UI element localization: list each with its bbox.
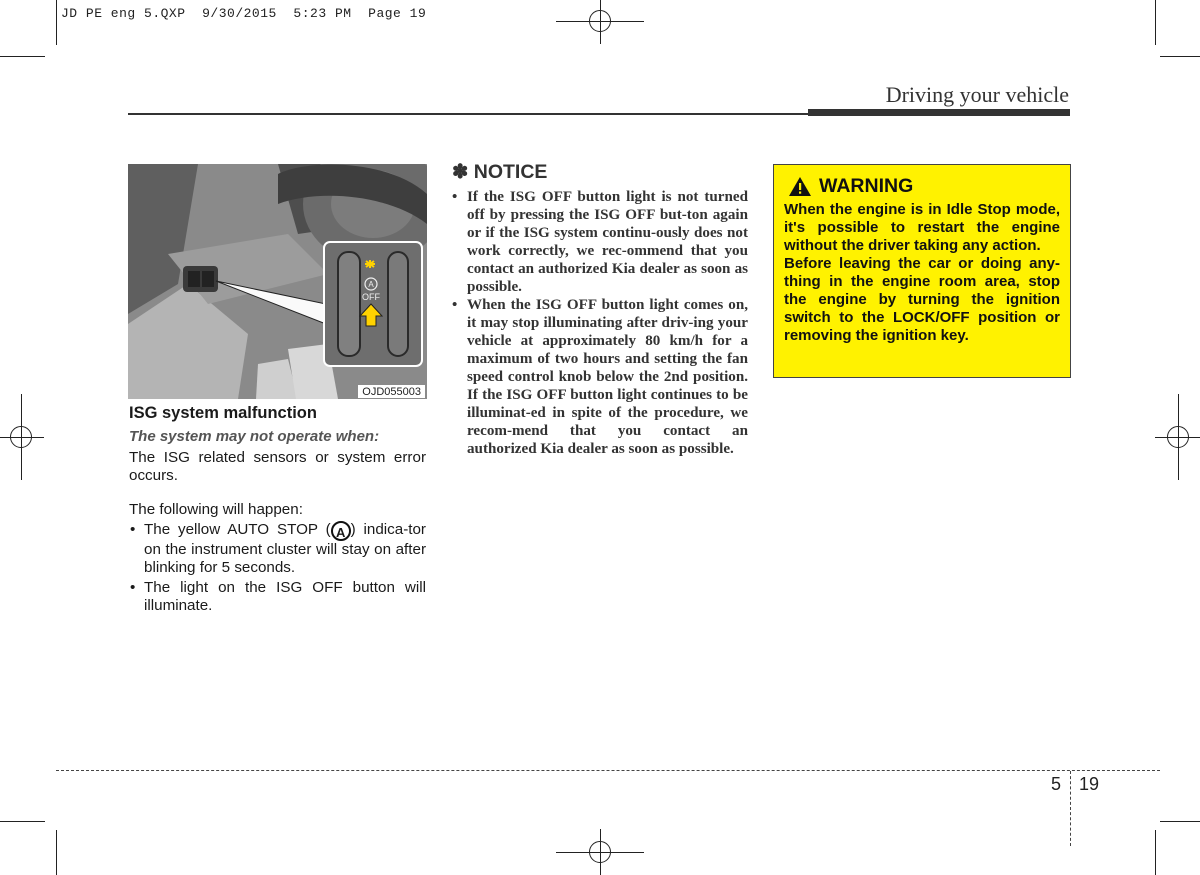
notice-list: [452, 188, 748, 458]
dashboard-illustration: [128, 164, 427, 399]
warning-heading: [784, 175, 1060, 198]
malfunction-intro: The following will happen:: [129, 501, 303, 518]
notice-title: ✽ NOTICE: [452, 161, 548, 183]
notice-section: [452, 160, 748, 458]
chapter-number: 5: [1051, 774, 1062, 794]
figure-code: OJD055003: [358, 385, 425, 398]
section-title: Driving your vehicle: [885, 82, 1069, 107]
warning-box: [773, 164, 1071, 378]
warning-triangle-icon: [788, 176, 812, 197]
list-item: • The yellow AUTO STOP ( A ) indica-tor on the instrument cluster will stay on after blinking for 5 seconds.: [129, 521, 426, 577]
auto-stop-icon: A: [331, 521, 351, 541]
list-item: • The light on the ISG OFF button will illuminate.: [129, 579, 426, 615]
header-rule: [128, 113, 808, 115]
malfunction-subheading: The system may not operate when:: [129, 428, 380, 445]
malfunction-heading: ISG system malfunction: [129, 404, 317, 422]
header-rule-accent: [808, 109, 1070, 116]
isg-auto-stop-glyph: A: [368, 280, 374, 289]
warning-text-2: Before leaving the car or doing any-thing in the engine room area, stop the engine by turning the ignition switch to the LOCK/OFF position or removing the ignition key.: [784, 255, 1060, 344]
print-slug: JD PE eng 5.QXP 9/30/2015 5:23 PM Page 19: [61, 6, 427, 21]
malfunction-section: [129, 404, 426, 617]
list-item: • When the ISG OFF button light comes on, it may stop illuminating after driv-ing your vehicle at approximately 80 km/h for a maximum of two hours and setting the fan speed control knob below the 2nd position. If the ISG OFF button light continues to be illuminat-ed in spite of the procedure, we recom-mend that you contact an authorized Kia dealer as soon as possible.: [452, 296, 748, 458]
list-item: • If the ISG OFF button light is not turned off by pressing the ISG OFF but-ton again or if the ISG system continu-ously does not work correctly, we rec-ommend that you contact an authorized Kia dealer as soon as possible.: [452, 188, 748, 296]
page-number: 19: [1079, 774, 1100, 794]
isg-off-label: OFF: [362, 292, 380, 302]
footer-divider: [1070, 771, 1071, 846]
malfunction-list: [129, 521, 426, 615]
footer-rule: [56, 770, 1160, 771]
isg-button-photo: [128, 164, 427, 399]
warning-title: WARNING: [819, 175, 914, 197]
warning-text-1: When the engine is in Idle Stop mode, it's possible to restart the engine without the driver taking any action.: [784, 201, 1060, 254]
malfunction-cause: The ISG related sensors or system error occurs.: [129, 449, 426, 484]
